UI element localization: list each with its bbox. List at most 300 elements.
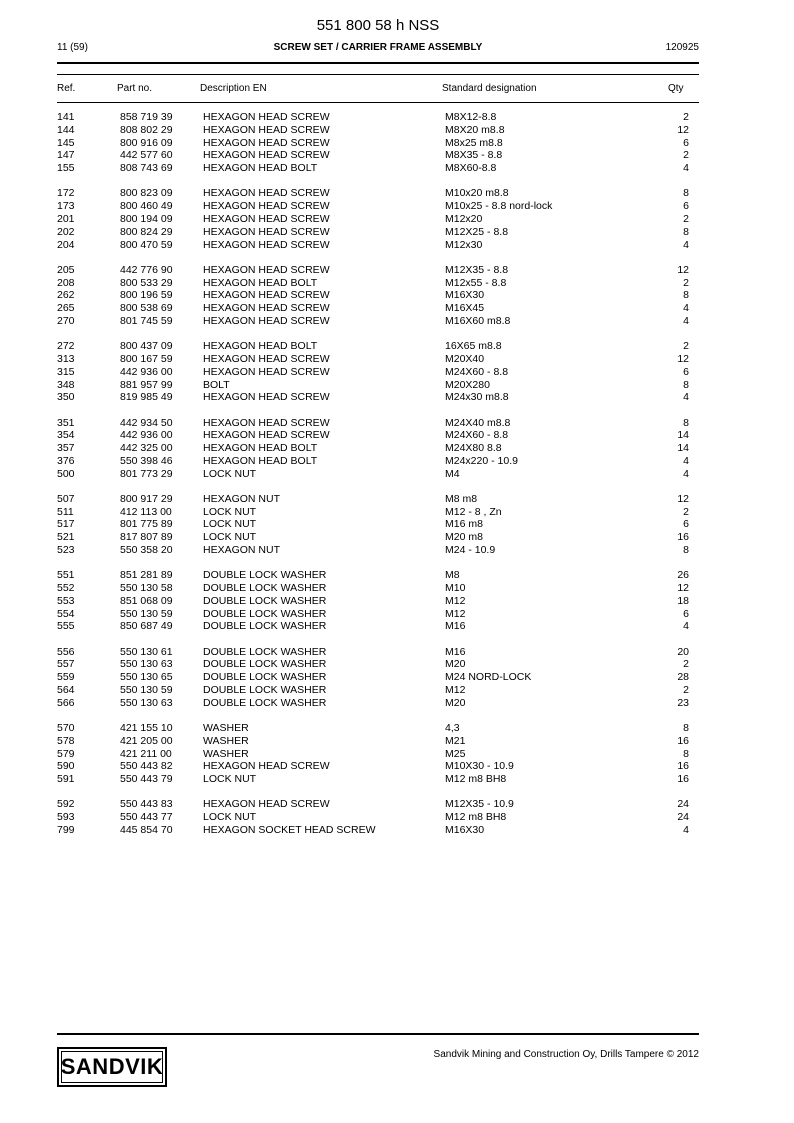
cell-part-no: 800 470 59: [120, 238, 173, 251]
table-row: [57, 697, 699, 710]
cell-description: DOUBLE LOCK WASHER: [203, 594, 327, 607]
table-row: [57, 506, 699, 519]
page-number: 11 (59): [57, 42, 88, 53]
cell-standard-designation: M10x25 - 8.8 nord-lock: [445, 200, 553, 213]
cell-part-no: 800 916 09: [120, 136, 173, 149]
cell-ref: 799: [57, 823, 75, 836]
cell-qty: 2: [683, 684, 689, 697]
table-row: [57, 379, 699, 392]
cell-qty: 16: [677, 734, 689, 747]
cell-ref: 591: [57, 773, 75, 786]
cell-description: DOUBLE LOCK WASHER: [203, 569, 327, 582]
table-row: [57, 722, 699, 735]
cell-ref: 578: [57, 734, 75, 747]
cell-part-no: 800 437 09: [120, 340, 173, 353]
cell-standard-designation: 16X65 m8.8: [445, 340, 502, 353]
cell-ref: 592: [57, 798, 75, 811]
cell-qty: 4: [683, 467, 689, 480]
cell-qty: 8: [683, 747, 689, 760]
table-header-rule: [57, 102, 699, 103]
cell-part-no: 808 743 69: [120, 162, 173, 175]
table-top-rule: [57, 74, 699, 75]
table-row: [57, 531, 699, 544]
table-row: [57, 646, 699, 659]
cell-qty: 18: [677, 594, 689, 607]
cell-description: HEXAGON NUT: [203, 544, 281, 557]
cell-description: WASHER: [203, 722, 249, 734]
group-spacer: [57, 328, 699, 340]
table-row: [57, 455, 699, 468]
cell-standard-designation: M10x20 m8.8: [445, 187, 509, 200]
cell-qty: 4: [683, 620, 689, 633]
cell-description: DOUBLE LOCK WASHER: [203, 620, 327, 633]
cell-description: HEXAGON HEAD SCREW: [203, 200, 330, 213]
cell-part-no: 858 719 39: [120, 111, 173, 123]
cell-description: LOCK NUT: [203, 467, 257, 480]
cell-qty: 26: [677, 569, 689, 582]
cell-qty: 2: [683, 658, 689, 671]
cell-part-no: 550 398 46: [120, 454, 173, 467]
cell-description: DOUBLE LOCK WASHER: [203, 645, 327, 658]
cell-qty: 4: [683, 454, 689, 467]
cell-ref: 570: [57, 722, 75, 734]
cell-part-no: 817 807 89: [120, 531, 173, 544]
cell-standard-designation: M12 - 8 , Zn: [445, 505, 502, 518]
table-row: [57, 811, 699, 824]
cell-ref: 521: [57, 531, 75, 544]
cell-qty: 2: [683, 111, 689, 123]
column-header-description: Description EN: [200, 83, 267, 94]
cell-ref: 145: [57, 136, 75, 149]
cell-part-no: 442 936 00: [120, 429, 173, 442]
cell-part-no: 801 775 89: [120, 518, 173, 531]
cell-qty: 12: [677, 492, 689, 505]
cell-ref: 202: [57, 225, 75, 238]
group-spacer: [57, 710, 699, 722]
cell-qty: 2: [683, 340, 689, 353]
table-row: [57, 671, 699, 684]
cell-ref: 351: [57, 416, 75, 429]
cell-description: DOUBLE LOCK WASHER: [203, 582, 327, 595]
cell-standard-designation: M12 m8 BH8: [445, 773, 507, 786]
table-row: [57, 264, 699, 277]
cell-part-no: 550 130 58: [120, 582, 173, 595]
table-row: [57, 569, 699, 582]
group-spacer: [57, 557, 699, 569]
cell-qty: 8: [683, 187, 689, 200]
cell-description: HEXAGON HEAD SCREW: [203, 225, 330, 238]
cell-ref: 201: [57, 212, 75, 225]
cell-part-no: 550 130 61: [120, 645, 173, 658]
cell-description: HEXAGON HEAD SCREW: [203, 212, 330, 225]
cell-description: HEXAGON HEAD BOLT: [203, 454, 318, 467]
cell-ref: 559: [57, 671, 75, 684]
cell-ref: 557: [57, 658, 75, 671]
cell-description: HEXAGON NUT: [203, 492, 281, 505]
cell-description: HEXAGON HEAD SCREW: [203, 263, 330, 276]
cell-description: BOLT: [203, 378, 230, 391]
cell-description: HEXAGON HEAD BOLT: [203, 162, 318, 175]
table-row: [57, 468, 699, 481]
table-row: [57, 302, 699, 315]
cell-part-no: 445 854 70: [120, 823, 173, 836]
cell-ref: 564: [57, 684, 75, 697]
cell-qty: 2: [683, 505, 689, 518]
table-row: [57, 608, 699, 621]
cell-qty: 8: [683, 544, 689, 557]
table-row: [57, 544, 699, 557]
cell-standard-designation: M20X280: [445, 378, 490, 391]
cell-description: DOUBLE LOCK WASHER: [203, 658, 327, 671]
table-row: [57, 582, 699, 595]
cell-description: HEXAGON HEAD SCREW: [203, 302, 330, 315]
table-row: [57, 149, 699, 162]
cell-description: DOUBLE LOCK WASHER: [203, 671, 327, 684]
column-header-standard-designation: Standard designation: [442, 83, 537, 94]
table-row: [57, 226, 699, 239]
logo-text: SANDVIK: [61, 1051, 163, 1083]
cell-description: DOUBLE LOCK WASHER: [203, 684, 327, 697]
cell-qty: 12: [677, 582, 689, 595]
cell-part-no: 550 130 59: [120, 607, 173, 620]
cell-part-no: 550 130 59: [120, 684, 173, 697]
cell-description: HEXAGON HEAD BOLT: [203, 340, 318, 353]
cell-part-no: 550 443 77: [120, 811, 173, 824]
cell-qty: 24: [677, 811, 689, 824]
cell-standard-designation: M12: [445, 607, 466, 620]
table-row: [57, 493, 699, 506]
cell-ref: 590: [57, 760, 75, 773]
cell-standard-designation: M16X30: [445, 823, 485, 836]
cell-part-no: 550 443 79: [120, 773, 173, 786]
cell-standard-designation: M24X40 m8.8: [445, 416, 511, 429]
cell-part-no: 850 687 49: [120, 620, 173, 633]
cell-ref: 523: [57, 544, 75, 557]
cell-part-no: 442 325 00: [120, 442, 173, 455]
group-spacer: [57, 480, 699, 492]
cell-qty: 16: [677, 773, 689, 786]
cell-ref: 556: [57, 645, 75, 658]
cell-ref: 579: [57, 747, 75, 760]
cell-description: HEXAGON HEAD SCREW: [203, 136, 330, 149]
cell-standard-designation: M4: [445, 467, 460, 480]
cell-ref: 208: [57, 276, 75, 289]
cell-standard-designation: M16X60 m8.8: [445, 314, 511, 327]
table-row: [57, 798, 699, 811]
cell-standard-designation: M8X12-8.8: [445, 111, 497, 123]
cell-qty: 8: [683, 722, 689, 734]
table-row: [57, 442, 699, 455]
cell-description: HEXAGON HEAD SCREW: [203, 798, 330, 811]
cell-ref: 357: [57, 442, 75, 455]
cell-ref: 172: [57, 187, 75, 200]
cell-qty: 6: [683, 518, 689, 531]
cell-part-no: 800 194 09: [120, 212, 173, 225]
cell-part-no: 550 443 83: [120, 798, 173, 811]
table-row: [57, 595, 699, 608]
cell-ref: 173: [57, 200, 75, 213]
cell-part-no: 800 538 69: [120, 302, 173, 315]
table-row: [57, 735, 699, 748]
cell-ref: 272: [57, 340, 75, 353]
cell-qty: 16: [677, 531, 689, 544]
cell-part-no: 550 130 63: [120, 658, 173, 671]
cell-part-no: 442 776 90: [120, 263, 173, 276]
cell-standard-designation: M12x30: [445, 238, 483, 251]
cell-ref: 348: [57, 378, 75, 391]
cell-part-no: 412 113 00: [120, 505, 172, 518]
cell-qty: 4: [683, 302, 689, 315]
cell-description: DOUBLE LOCK WASHER: [203, 607, 327, 620]
cell-description: HEXAGON HEAD BOLT: [203, 442, 318, 455]
cell-standard-designation: M24x220 - 10.9: [445, 454, 518, 467]
cell-qty: 24: [677, 798, 689, 811]
cell-description: LOCK NUT: [203, 518, 257, 531]
cell-description: HEXAGON HEAD SCREW: [203, 149, 330, 162]
cell-qty: 2: [683, 212, 689, 225]
cell-standard-designation: M10: [445, 582, 466, 595]
table-row: [57, 137, 699, 150]
cell-part-no: 550 443 82: [120, 760, 173, 773]
cell-part-no: 819 985 49: [120, 391, 173, 404]
cell-ref: 313: [57, 352, 75, 365]
cell-standard-designation: M24X80 8.8: [445, 442, 502, 455]
table-row: [57, 187, 699, 200]
cell-ref: 265: [57, 302, 75, 315]
cell-standard-designation: M16 m8: [445, 518, 483, 531]
cell-part-no: 421 155 10: [120, 722, 173, 734]
table-row: [57, 760, 699, 773]
table-row: [57, 417, 699, 430]
page-title: SCREW SET / CARRIER FRAME ASSEMBLY: [273, 42, 483, 53]
cell-qty: 12: [677, 352, 689, 365]
column-header-part-no: Part no.: [117, 83, 153, 94]
cell-standard-designation: M8x25 m8.8: [445, 136, 503, 149]
cell-part-no: 442 936 00: [120, 365, 173, 378]
cell-description: HEXAGON HEAD SCREW: [203, 760, 330, 773]
cell-standard-designation: M20: [445, 696, 466, 709]
table-row: [57, 353, 699, 366]
cell-description: WASHER: [203, 734, 249, 747]
cell-part-no: 800 824 29: [120, 225, 173, 238]
cell-standard-designation: M16: [445, 620, 466, 633]
cell-standard-designation: M20: [445, 658, 466, 671]
cell-standard-designation: M12x20: [445, 212, 483, 225]
cell-qty: 8: [683, 416, 689, 429]
cell-ref: 205: [57, 263, 75, 276]
cell-qty: 6: [683, 136, 689, 149]
column-header-qty: Qty: [668, 83, 684, 94]
table-row: [57, 111, 699, 124]
cell-part-no: 550 358 20: [120, 544, 173, 557]
cell-part-no: 801 773 29: [120, 467, 173, 480]
cell-standard-designation: M24 - 10.9: [445, 544, 496, 557]
cell-standard-designation: M10X30 - 10.9: [445, 760, 514, 773]
cell-part-no: 800 167 59: [120, 352, 173, 365]
cell-qty: 16: [677, 760, 689, 773]
cell-standard-designation: M12: [445, 594, 466, 607]
cell-standard-designation: M12X35 - 10.9: [445, 798, 514, 811]
table-row: [57, 429, 699, 442]
cell-qty: 23: [677, 696, 689, 709]
cell-standard-designation: M20 m8: [445, 531, 483, 544]
table-row: [57, 315, 699, 328]
cell-ref: 141: [57, 111, 75, 123]
cell-qty: 4: [683, 314, 689, 327]
group-spacer: [57, 786, 699, 798]
cell-ref: 553: [57, 594, 75, 607]
cell-qty: 6: [683, 607, 689, 620]
cell-qty: 6: [683, 200, 689, 213]
cell-part-no: 881 957 99: [120, 378, 173, 391]
group-spacer: [57, 404, 699, 416]
cell-description: HEXAGON HEAD SCREW: [203, 111, 330, 123]
cell-description: HEXAGON HEAD SCREW: [203, 391, 330, 404]
cell-description: HEXAGON HEAD SCREW: [203, 352, 330, 365]
parts-table: [57, 111, 699, 837]
cell-part-no: 550 130 63: [120, 696, 173, 709]
document-date: 120925: [665, 42, 699, 53]
cell-ref: 500: [57, 467, 75, 480]
cell-part-no: 800 917 29: [120, 492, 173, 505]
table-row: [57, 620, 699, 633]
cell-standard-designation: M8X60-8.8: [445, 162, 497, 175]
column-header-ref: Ref.: [57, 83, 76, 94]
cell-standard-designation: M8: [445, 569, 460, 582]
cell-description: LOCK NUT: [203, 505, 257, 518]
cell-ref: 517: [57, 518, 75, 531]
cell-ref: 551: [57, 569, 75, 582]
cell-ref: 315: [57, 365, 75, 378]
cell-ref: 144: [57, 123, 75, 136]
cell-standard-designation: M12 m8 BH8: [445, 811, 507, 824]
cell-qty: 4: [683, 823, 689, 836]
group-spacer: [57, 251, 699, 263]
cell-part-no: 801 745 59: [120, 314, 173, 327]
cell-standard-designation: M24x30 m8.8: [445, 391, 509, 404]
header-divider: [57, 62, 699, 64]
cell-part-no: 800 823 09: [120, 187, 173, 200]
cell-ref: 554: [57, 607, 75, 620]
cell-qty: 14: [677, 429, 689, 442]
cell-standard-designation: M24X60 - 8.8: [445, 429, 509, 442]
cell-qty: 12: [677, 123, 689, 136]
cell-description: HEXAGON HEAD SCREW: [203, 416, 330, 429]
copyright-notice: Sandvik Mining and Construction Oy, Drills Tampere © 2012: [433, 1049, 699, 1060]
table-row: [57, 684, 699, 697]
cell-ref: 354: [57, 429, 75, 442]
cell-standard-designation: M21: [445, 734, 466, 747]
cell-standard-designation: M25: [445, 747, 466, 760]
table-row: [57, 824, 699, 837]
cell-part-no: 550 130 65: [120, 671, 173, 684]
cell-qty: 14: [677, 442, 689, 455]
cell-part-no: 442 934 50: [120, 416, 173, 429]
cell-ref: 155: [57, 162, 75, 175]
footer-divider: [57, 1033, 699, 1035]
table-row: [57, 366, 699, 379]
cell-part-no: 851 068 09: [120, 594, 173, 607]
cell-description: HEXAGON HEAD SCREW: [203, 187, 330, 200]
cell-qty: 2: [683, 276, 689, 289]
cell-part-no: 800 196 59: [120, 289, 173, 302]
cell-ref: 350: [57, 391, 75, 404]
cell-description: LOCK NUT: [203, 531, 257, 544]
cell-qty: 8: [683, 225, 689, 238]
cell-part-no: 808 802 29: [120, 123, 173, 136]
cell-ref: 507: [57, 492, 75, 505]
cell-description: HEXAGON HEAD SCREW: [203, 365, 330, 378]
cell-description: DOUBLE LOCK WASHER: [203, 696, 327, 709]
cell-part-no: 421 205 00: [120, 734, 173, 747]
cell-standard-designation: M16X30: [445, 289, 485, 302]
cell-description: HEXAGON HEAD BOLT: [203, 276, 318, 289]
cell-qty: 2: [683, 149, 689, 162]
table-row: [57, 658, 699, 671]
cell-ref: 555: [57, 620, 75, 633]
cell-description: LOCK NUT: [203, 773, 257, 786]
cell-qty: 20: [677, 645, 689, 658]
cell-description: HEXAGON HEAD SCREW: [203, 123, 330, 136]
cell-standard-designation: M8X35 - 8.8: [445, 149, 503, 162]
cell-ref: 593: [57, 811, 75, 824]
cell-qty: 6: [683, 365, 689, 378]
cell-qty: 8: [683, 378, 689, 391]
table-row: [57, 748, 699, 761]
cell-ref: 511: [57, 505, 74, 518]
cell-standard-designation: M16: [445, 645, 466, 658]
group-spacer: [57, 633, 699, 645]
cell-description: WASHER: [203, 747, 249, 760]
cell-standard-designation: M12x55 - 8.8: [445, 276, 507, 289]
cell-ref: 204: [57, 238, 75, 251]
table-row: [57, 213, 699, 226]
cell-part-no: 421 211 00: [120, 747, 172, 760]
cell-qty: 4: [683, 238, 689, 251]
table-row: [57, 773, 699, 786]
cell-standard-designation: M20X40: [445, 352, 485, 365]
cell-ref: 376: [57, 454, 75, 467]
cell-description: HEXAGON HEAD SCREW: [203, 429, 330, 442]
cell-qty: 4: [683, 162, 689, 175]
cell-standard-designation: M8 m8: [445, 492, 478, 505]
table-row: [57, 289, 699, 302]
cell-standard-designation: M8X20 m8.8: [445, 123, 505, 136]
table-row: [57, 518, 699, 531]
cell-standard-designation: M16X45: [445, 302, 485, 315]
cell-description: HEXAGON HEAD SCREW: [203, 238, 330, 251]
group-spacer: [57, 175, 699, 187]
table-row: [57, 277, 699, 290]
cell-description: HEXAGON HEAD SCREW: [203, 314, 330, 327]
cell-standard-designation: 4,3: [445, 722, 460, 734]
cell-qty: 28: [677, 671, 689, 684]
table-row: [57, 200, 699, 213]
cell-description: HEXAGON HEAD SCREW: [203, 289, 330, 302]
cell-qty: 12: [677, 263, 689, 276]
cell-part-no: 800 460 49: [120, 200, 173, 213]
cell-ref: 270: [57, 314, 75, 327]
cell-qty: 8: [683, 289, 689, 302]
cell-standard-designation: M12X35 - 8.8: [445, 263, 509, 276]
cell-qty: 4: [683, 391, 689, 404]
cell-standard-designation: M12: [445, 684, 466, 697]
cell-part-no: 442 577 60: [120, 149, 173, 162]
cell-description: LOCK NUT: [203, 811, 257, 824]
table-row: [57, 391, 699, 404]
cell-part-no: 851 281 89: [120, 569, 173, 582]
cell-standard-designation: M24X60 - 8.8: [445, 365, 509, 378]
